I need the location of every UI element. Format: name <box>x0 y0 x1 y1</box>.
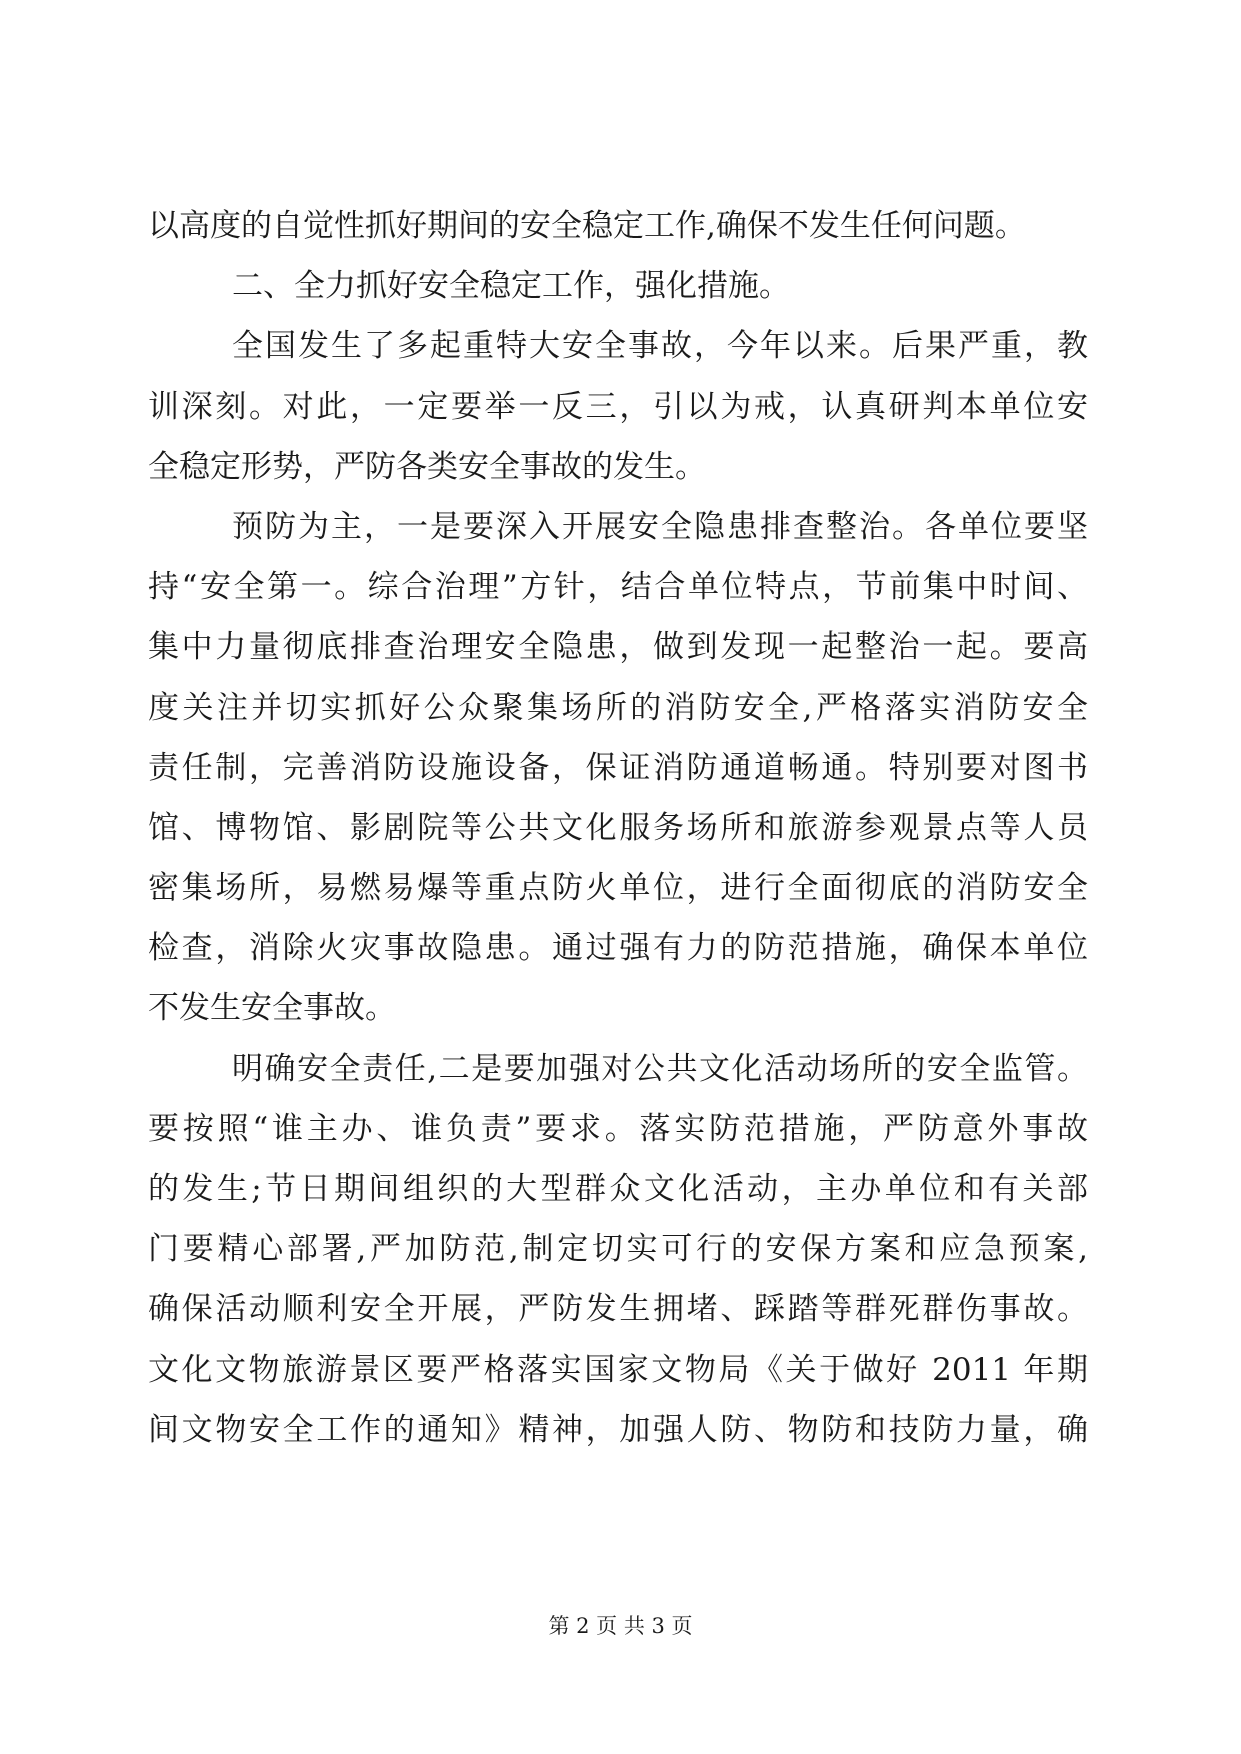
text-line: 全国发生了多起重特大安全事故，今年以来。后果严重，教 <box>232 328 1088 365</box>
text-line: 馆、博物馆、影剧院等公共文化服务场所和旅游参观景点等人员 <box>148 809 1088 846</box>
page-number-footer: 第 2 页 共 3 页 <box>548 1614 693 1638</box>
text-line: 度关注并切实抓好公众聚集场所的消防安全,严格落实消防安全 <box>148 689 1088 726</box>
text-line: 持“安全第一。综合治理”方针，结合单位特点，节前集中时间、 <box>148 569 1088 606</box>
text-line: 训深刻。对此，一定要举一反三，引以为戒，认真研判本单位安 <box>148 388 1088 425</box>
text-line: 不发生安全事故。 <box>148 990 396 1027</box>
text-line: 门要精心部署,严加防范,制定切实可行的安保方案和应急预案, <box>148 1231 1088 1268</box>
text-line: 全稳定形势，严防各类安全事故的发生。 <box>148 448 706 485</box>
document-body <box>148 196 1088 1460</box>
text-line: 明确安全责任,二是要加强对公共文化活动场所的安全监管。 <box>232 1050 1088 1087</box>
text-line: 集中力量彻底排查治理安全隐患，做到发现一起整治一起。要高 <box>148 629 1088 666</box>
text-line: 要按照“谁主办、谁负责”要求。落实防范措施，严防意外事故 <box>148 1110 1088 1147</box>
text-line: 文化文物旅游景区要严格落实国家文物局《关于做好 2011 年期 <box>148 1351 1088 1388</box>
text-line: 责任制，完善消防设施设备，保证消防通道畅通。特别要对图书 <box>148 749 1088 786</box>
text-line: 间文物安全工作的通知》精神，加强人防、物防和技防力量，确 <box>148 1411 1088 1448</box>
text-line: 以高度的自觉性抓好期间的安全稳定工作,确保不发生任何问题。 <box>148 208 1026 244</box>
text-line: 检查，消除火灾事故隐患。通过强有力的防范措施，确保本单位 <box>148 930 1088 967</box>
text-line: 确保活动顺利安全开展，严防发生拥堵、踩踏等群死群伤事故。 <box>148 1291 1088 1328</box>
text-line: 预防为主，一是要深入开展安全隐患排查整治。各单位要坚 <box>232 508 1088 545</box>
text-line: 密集场所，易燃易爆等重点防火单位，进行全面彻底的消防安全 <box>148 870 1088 907</box>
text-line: 的发生;节日期间组织的大型群众文化活动，主办单位和有关部 <box>148 1171 1088 1207</box>
text-line: 二、全力抓好安全稳定工作，强化措施。 <box>232 268 790 305</box>
